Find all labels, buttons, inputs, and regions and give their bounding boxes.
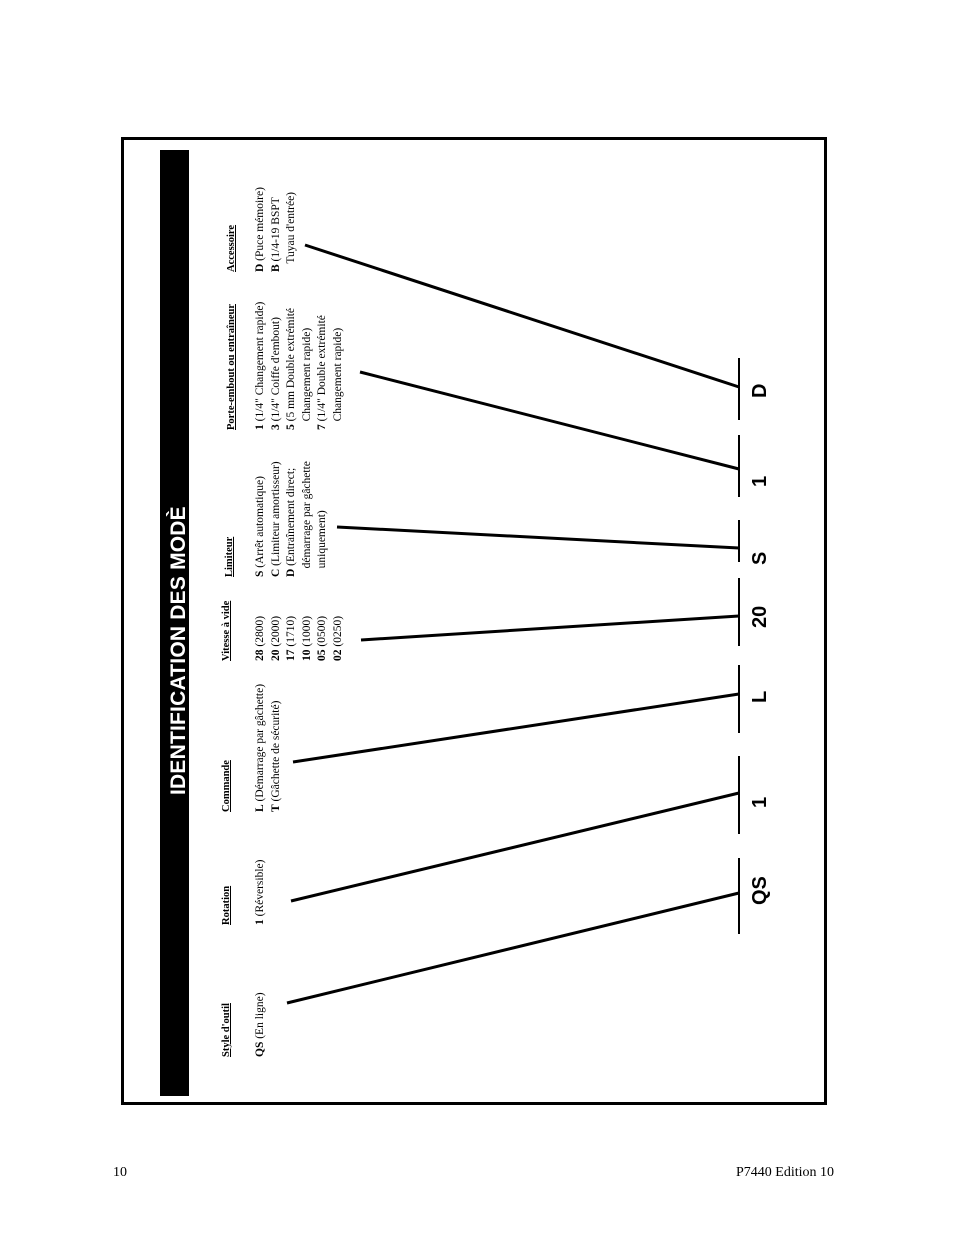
option-code: 5 [285, 424, 297, 430]
option-code: 05 [316, 649, 328, 661]
leader-line-style [287, 893, 739, 1003]
option-desc: (Gâchette de sécurité) [269, 700, 282, 805]
option-desc: (0250) [331, 615, 344, 650]
column-header-3: Vitesse à vide [221, 600, 232, 661]
option-desc: (2800) [254, 615, 266, 650]
option-desc: (Limiteur amortisseur) [269, 461, 282, 569]
option-desc: (Arrêt automatique) [254, 476, 266, 571]
model-code-1: 1 [749, 796, 771, 808]
option-code: 28 [254, 649, 266, 661]
option-code: QS [254, 1041, 266, 1057]
leader-line-accessoire [305, 245, 739, 387]
option-code: C [269, 568, 282, 577]
option-desc: Changement rapide) [331, 327, 344, 430]
column-header-6: Accessoire [226, 224, 237, 272]
option-code: B [269, 264, 282, 272]
option-desc: (2000) [269, 615, 282, 650]
column-header-4: Limiteur [224, 536, 235, 577]
edition-label: P7440 Edition 10 [736, 1165, 835, 1180]
option-desc: Changement rapide) [300, 327, 313, 430]
column-header-2: Commande [221, 760, 232, 812]
model-code-4: S [749, 551, 771, 565]
option-code: 1 [254, 919, 266, 925]
option-desc: (Réversible) [254, 859, 266, 920]
model-code-0: QS [749, 876, 771, 905]
option-code: L [254, 804, 266, 812]
option-code: 7 [316, 424, 328, 430]
leader-line-rotation [291, 793, 739, 901]
option-desc: (1/4-19 BSPT [269, 197, 282, 265]
leader-line-porte-embout [360, 372, 739, 469]
column-header-1: Rotation [221, 885, 232, 925]
model-code-3: 20 [749, 605, 771, 628]
page-number: 10 [113, 1165, 127, 1180]
option-code: 17 [285, 649, 297, 661]
option-code: 1 [254, 424, 266, 430]
option-code: 02 [331, 649, 344, 661]
model-code-2: L [749, 690, 771, 703]
option-desc: (1/4" Changement rapide) [254, 301, 266, 425]
leader-line-commande [293, 694, 739, 762]
option-desc: (Puce mémoire) [254, 187, 266, 264]
option-desc: (1710) [285, 615, 297, 650]
option-desc: (Entraînement direct; [285, 467, 297, 569]
option-desc: (1/4" Double extrémité [316, 315, 328, 425]
column-header-0: Style d'outil [221, 1003, 232, 1057]
column-header-5: Porte-embout ou entraîneur [226, 304, 237, 430]
leader-line-limiteur [337, 527, 739, 548]
option-desc: (5 mm Double extrémité [285, 308, 297, 425]
option-desc: (En ligne) [254, 992, 266, 1042]
option-desc: (0500) [316, 615, 328, 650]
option-desc: (1000) [300, 615, 313, 650]
option-desc: uniquement) [316, 510, 328, 577]
option-code: D [285, 568, 297, 577]
option-code: 10 [300, 649, 313, 661]
leader-line-vitesse [361, 616, 739, 640]
option-code: D [254, 263, 266, 272]
model-code-5: 1 [749, 475, 771, 487]
option-code: 20 [269, 649, 282, 661]
option-desc: (Démarrage par gâchette) [254, 683, 266, 805]
option-code: S [254, 570, 266, 577]
option-code: T [269, 804, 282, 812]
model-code-6: D [749, 383, 771, 398]
option-desc: (1/4" Coiffe d'embout) [269, 317, 282, 425]
option-desc: démarrage par gâchette [300, 461, 313, 577]
option-desc: Tuyau d'entrée) [285, 191, 297, 272]
banner-title: IDENTIFICATION DES MODÈ [167, 506, 190, 795]
option-code: 3 [269, 424, 282, 430]
